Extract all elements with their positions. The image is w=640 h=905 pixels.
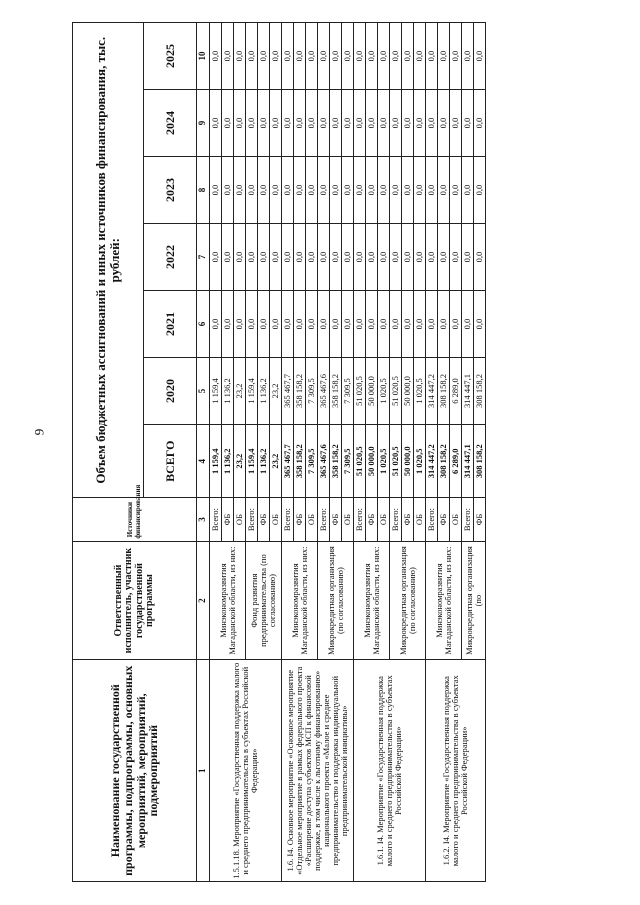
total-value-cell: 51 020,5	[390, 424, 402, 497]
responsible-cell: Фонд развития предпринимательства (по согласованию)	[246, 541, 282, 660]
header-year-total: ВСЕГО	[144, 424, 197, 497]
year-value-cell: 0,0	[282, 23, 294, 90]
year-value-cell: 0,0	[390, 291, 402, 358]
year-value-cell: 0,0	[414, 224, 426, 291]
year-value-cell: 0,0	[342, 23, 354, 90]
year-value-cell: 0,0	[462, 291, 474, 358]
year-value-cell: 0,0	[354, 157, 366, 224]
year-value-cell: 50 000,0	[366, 357, 378, 424]
year-value-cell: 0,0	[294, 224, 306, 291]
header-responsible: Ответственный исполнитель, участник государственной программы	[73, 541, 197, 660]
year-value-cell: 50 000,0	[402, 357, 414, 424]
year-value-cell: 0,0	[294, 157, 306, 224]
total-value-cell: 308 158,2	[438, 424, 450, 497]
index-cell: 3	[197, 498, 210, 541]
total-value-cell: 314 447,2	[426, 424, 438, 497]
header-program-name: Наименование государственной программы, подпрограммы, основных мероприятий, мероприятий, подмероприятий	[73, 660, 197, 882]
source-cell: ФБ	[402, 498, 414, 541]
year-value-cell: 0,0	[234, 23, 246, 90]
year-value-cell: 0,0	[210, 291, 222, 358]
year-value-cell: 0,0	[282, 157, 294, 224]
year-value-cell: 0,0	[402, 90, 414, 157]
table-row	[354, 23, 366, 882]
index-cell: 4	[197, 424, 210, 497]
year-value-cell: 0,0	[318, 291, 330, 358]
year-value-cell: 0,0	[426, 291, 438, 358]
year-value-cell: 0,0	[414, 291, 426, 358]
year-value-cell: 0,0	[474, 90, 486, 157]
year-value-cell: 0,0	[438, 291, 450, 358]
source-cell: ФБ	[222, 498, 234, 541]
source-cell: ОБ	[270, 498, 282, 541]
year-value-cell: 0,0	[414, 90, 426, 157]
header-year-2023: 2023	[144, 157, 197, 224]
year-value-cell: 0,0	[366, 157, 378, 224]
year-value-cell: 0,0	[402, 23, 414, 90]
year-value-cell: 0,0	[282, 291, 294, 358]
year-value-cell: 1 020,5	[414, 357, 426, 424]
year-value-cell: 0,0	[246, 23, 258, 90]
source-cell: Всего:	[282, 498, 294, 541]
responsible-cell: Микрокредитная организация (по согласованию)	[318, 541, 354, 660]
year-value-cell: 0,0	[414, 157, 426, 224]
year-value-cell: 0,0	[294, 23, 306, 90]
year-value-cell: 0,0	[414, 23, 426, 90]
year-value-cell: 0,0	[474, 224, 486, 291]
year-value-cell: 0,0	[330, 23, 342, 90]
budget-table	[72, 22, 486, 882]
year-value-cell: 0,0	[474, 291, 486, 358]
program-name-cell: 1.6.1. I4. Мероприятие «Государственная поддержка малого и среднего предпринимательства в субъектах Российской Федерации»	[354, 660, 426, 882]
year-value-cell: 0,0	[294, 90, 306, 157]
year-value-cell: 0,0	[450, 224, 462, 291]
year-value-cell: 0,0	[246, 157, 258, 224]
source-cell: Всего:	[354, 498, 366, 541]
source-cell: ФБ	[258, 498, 270, 541]
year-value-cell: 0,0	[330, 291, 342, 358]
program-name-cell: 1.6. I4. Основное мероприятие «Основное мероприятие «Отдельное мероприятие в рамках федерального проекта «Расширение доступа субъектов МСП к финансовой поддержке, в том числе к льготному финансированию» национального проекта «Малое и среднее предпринимательство и поддержка индивидуальной предпринимательской инициативы»	[282, 660, 354, 882]
year-value-cell: 0,0	[306, 291, 318, 358]
total-value-cell: 7 309,5	[342, 424, 354, 497]
year-value-cell: 0,0	[378, 224, 390, 291]
year-value-cell: 0,0	[270, 90, 282, 157]
year-value-cell: 0,0	[282, 224, 294, 291]
total-value-cell: 6 289,0	[450, 424, 462, 497]
year-value-cell: 0,0	[258, 157, 270, 224]
source-cell: Всего:	[318, 498, 330, 541]
table-row	[210, 23, 222, 882]
year-value-cell: 0,0	[318, 157, 330, 224]
header-year-2021: 2021	[144, 291, 197, 358]
year-value-cell: 0,0	[366, 291, 378, 358]
source-cell: ОБ	[342, 498, 354, 541]
year-value-cell: 1 136,2	[222, 357, 234, 424]
total-value-cell: 1 136,2	[222, 424, 234, 497]
year-value-cell: 0,0	[438, 224, 450, 291]
year-value-cell: 0,0	[246, 224, 258, 291]
year-value-cell: 0,0	[270, 157, 282, 224]
year-value-cell: 0,0	[210, 23, 222, 90]
year-value-cell: 0,0	[210, 224, 222, 291]
year-value-cell: 0,0	[450, 90, 462, 157]
header-sources: Источники финансирования	[73, 498, 197, 541]
source-cell: Всего:	[426, 498, 438, 541]
year-value-cell: 0,0	[438, 157, 450, 224]
source-cell: ФБ	[294, 498, 306, 541]
index-cell: 7	[197, 224, 210, 291]
year-value-cell: 1 136,2	[258, 357, 270, 424]
year-value-cell: 0,0	[354, 23, 366, 90]
year-value-cell: 0,0	[234, 291, 246, 358]
year-value-cell: 0,0	[330, 90, 342, 157]
year-value-cell: 0,0	[222, 157, 234, 224]
year-value-cell: 365 467,6	[318, 357, 330, 424]
table-row	[282, 23, 294, 882]
year-value-cell: 0,0	[450, 23, 462, 90]
year-value-cell: 0,0	[462, 23, 474, 90]
year-value-cell: 0,0	[378, 291, 390, 358]
year-value-cell: 0,0	[318, 90, 330, 157]
year-value-cell: 0,0	[270, 23, 282, 90]
year-value-cell: 51 020,5	[354, 357, 366, 424]
year-value-cell: 0,0	[222, 224, 234, 291]
year-value-cell: 0,0	[438, 90, 450, 157]
year-value-cell: 0,0	[234, 224, 246, 291]
year-value-cell: 0,0	[306, 23, 318, 90]
year-value-cell: 0,0	[378, 90, 390, 157]
year-value-cell: 308 158,2	[438, 357, 450, 424]
year-value-cell: 0,0	[282, 90, 294, 157]
year-value-cell: 0,0	[426, 157, 438, 224]
year-value-cell: 0,0	[426, 90, 438, 157]
source-cell: Всего:	[462, 498, 474, 541]
index-cell: 1	[197, 660, 210, 882]
year-value-cell: 23,2	[234, 357, 246, 424]
year-value-cell: 7 309,5	[306, 357, 318, 424]
year-value-cell: 0,0	[462, 224, 474, 291]
year-value-cell: 0,0	[342, 224, 354, 291]
year-value-cell: 0,0	[234, 157, 246, 224]
year-value-cell: 0,0	[354, 224, 366, 291]
year-value-cell: 0,0	[390, 224, 402, 291]
index-cell: 10	[197, 23, 210, 90]
year-value-cell: 0,0	[342, 90, 354, 157]
total-value-cell: 308 158,2	[474, 424, 486, 497]
total-value-cell: 365 467,6	[318, 424, 330, 497]
year-value-cell: 0,0	[318, 224, 330, 291]
header-year-2020: 2020	[144, 357, 197, 424]
index-cell: 8	[197, 157, 210, 224]
year-value-cell: 0,0	[354, 291, 366, 358]
year-value-cell: 0,0	[330, 224, 342, 291]
year-value-cell: 0,0	[438, 23, 450, 90]
year-value-cell: 0,0	[246, 291, 258, 358]
total-value-cell: 51 020,5	[354, 424, 366, 497]
year-value-cell: 51 020,5	[390, 357, 402, 424]
year-value-cell: 0,0	[402, 224, 414, 291]
source-cell: ФБ	[438, 498, 450, 541]
year-value-cell: 0,0	[390, 90, 402, 157]
year-value-cell: 0,0	[462, 157, 474, 224]
year-value-cell: 0,0	[450, 291, 462, 358]
year-value-cell: 23,2	[270, 357, 282, 424]
total-value-cell: 23,2	[234, 424, 246, 497]
source-cell: ФБ	[366, 498, 378, 541]
source-cell: ОБ	[306, 498, 318, 541]
year-value-cell: 0,0	[474, 157, 486, 224]
year-value-cell: 0,0	[402, 157, 414, 224]
header-year-2025: 2025	[144, 23, 197, 90]
table-row	[426, 23, 438, 882]
index-cell: 5	[197, 357, 210, 424]
year-value-cell: 0,0	[270, 291, 282, 358]
year-value-cell: 0,0	[258, 90, 270, 157]
year-value-cell: 0,0	[390, 23, 402, 90]
index-cell: 9	[197, 90, 210, 157]
year-value-cell: 0,0	[294, 291, 306, 358]
header-year-2024: 2024	[144, 90, 197, 157]
year-value-cell: 0,0	[474, 23, 486, 90]
year-value-cell: 1 020,5	[378, 357, 390, 424]
total-value-cell: 50 000,0	[402, 424, 414, 497]
year-value-cell: 0,0	[210, 157, 222, 224]
total-value-cell: 314 447,1	[462, 424, 474, 497]
year-value-cell: 0,0	[318, 23, 330, 90]
year-value-cell: 6 289,0	[450, 357, 462, 424]
responsible-cell: Минэкономразвития Магаданской области, из них:	[426, 541, 462, 660]
year-value-cell: 0,0	[426, 224, 438, 291]
year-value-cell: 0,0	[270, 224, 282, 291]
total-value-cell: 7 309,5	[306, 424, 318, 497]
year-value-cell: 0,0	[342, 291, 354, 358]
year-value-cell: 0,0	[306, 90, 318, 157]
year-value-cell: 0,0	[378, 157, 390, 224]
year-value-cell: 0,0	[306, 157, 318, 224]
year-value-cell: 0,0	[342, 157, 354, 224]
page-number: 9	[31, 428, 47, 436]
source-cell: ОБ	[414, 498, 426, 541]
year-value-cell: 0,0	[402, 291, 414, 358]
responsible-cell: Минэкономразвития Магаданской области, из них:	[354, 541, 390, 660]
year-value-cell: 0,0	[246, 90, 258, 157]
total-value-cell: 358 158,2	[294, 424, 306, 497]
year-value-cell: 308 158,2	[474, 357, 486, 424]
year-value-cell: 0,0	[390, 157, 402, 224]
year-value-cell: 314 447,2	[426, 357, 438, 424]
total-value-cell: 1 020,5	[378, 424, 390, 497]
year-value-cell: 0,0	[462, 90, 474, 157]
year-value-cell: 365 467,7	[282, 357, 294, 424]
year-value-cell: 0,0	[366, 23, 378, 90]
year-value-cell: 0,0	[366, 224, 378, 291]
source-cell: ФБ	[330, 498, 342, 541]
total-value-cell: 1 159,4	[210, 424, 222, 497]
year-value-cell: 0,0	[258, 291, 270, 358]
year-value-cell: 0,0	[222, 291, 234, 358]
responsible-cell: Минэкономразвития Магаданской области, из них:	[210, 541, 246, 660]
year-value-cell: 0,0	[366, 90, 378, 157]
year-value-cell: 0,0	[450, 157, 462, 224]
total-value-cell: 358 158,2	[330, 424, 342, 497]
total-value-cell: 1 159,4	[246, 424, 258, 497]
responsible-cell: Микрокредитная организация (по	[462, 541, 486, 660]
year-value-cell: 0,0	[354, 90, 366, 157]
responsible-cell: Минэкономразвития Магаданской области, из них:	[282, 541, 318, 660]
source-cell: ОБ	[450, 498, 462, 541]
index-cell: 6	[197, 291, 210, 358]
source-cell: Всего:	[246, 498, 258, 541]
year-value-cell: 0,0	[222, 90, 234, 157]
source-cell: ФБ	[474, 498, 486, 541]
year-value-cell: 1 159,4	[246, 357, 258, 424]
source-cell: Всего:	[390, 498, 402, 541]
column-index-row	[197, 23, 210, 882]
header-budget-title: Объем бюджетных ассигнований и иных источников финансирования, тыс. рублей:	[73, 23, 144, 498]
source-cell: ОБ	[378, 498, 390, 541]
header-year-2022: 2022	[144, 224, 197, 291]
year-value-cell: 0,0	[234, 90, 246, 157]
year-value-cell: 0,0	[210, 90, 222, 157]
year-value-cell: 0,0	[258, 23, 270, 90]
year-value-cell: 7 309,5	[342, 357, 354, 424]
source-cell: Всего:	[210, 498, 222, 541]
index-cell: 2	[197, 541, 210, 660]
year-value-cell: 358 158,2	[294, 357, 306, 424]
total-value-cell: 23,2	[270, 424, 282, 497]
year-value-cell: 0,0	[378, 23, 390, 90]
total-value-cell: 1 136,2	[258, 424, 270, 497]
year-value-cell: 314 447,1	[462, 357, 474, 424]
year-value-cell: 358 158,2	[330, 357, 342, 424]
year-value-cell: 0,0	[306, 224, 318, 291]
total-value-cell: 365 467,7	[282, 424, 294, 497]
rotated-table-wrapper	[72, 22, 592, 882]
year-value-cell: 1 159,4	[210, 357, 222, 424]
total-value-cell: 50 000,0	[366, 424, 378, 497]
year-value-cell: 0,0	[258, 224, 270, 291]
year-value-cell: 0,0	[222, 23, 234, 90]
total-value-cell: 1 020,5	[414, 424, 426, 497]
year-value-cell: 0,0	[330, 157, 342, 224]
source-cell: ОБ	[234, 498, 246, 541]
program-name-cell: 1.6.2. I4. Мероприятие «Государственная поддержка малого и среднего предпринимательства в субъектах Российской Федерации»	[426, 660, 486, 882]
year-value-cell: 0,0	[426, 23, 438, 90]
responsible-cell: Микрокредитная организация (по согласованию)	[390, 541, 426, 660]
program-name-cell: 1.5.1.18. Мероприятие «Государственная поддержка малого и среднего предпринимательства в субъектах Российской Федерации»	[210, 660, 282, 882]
